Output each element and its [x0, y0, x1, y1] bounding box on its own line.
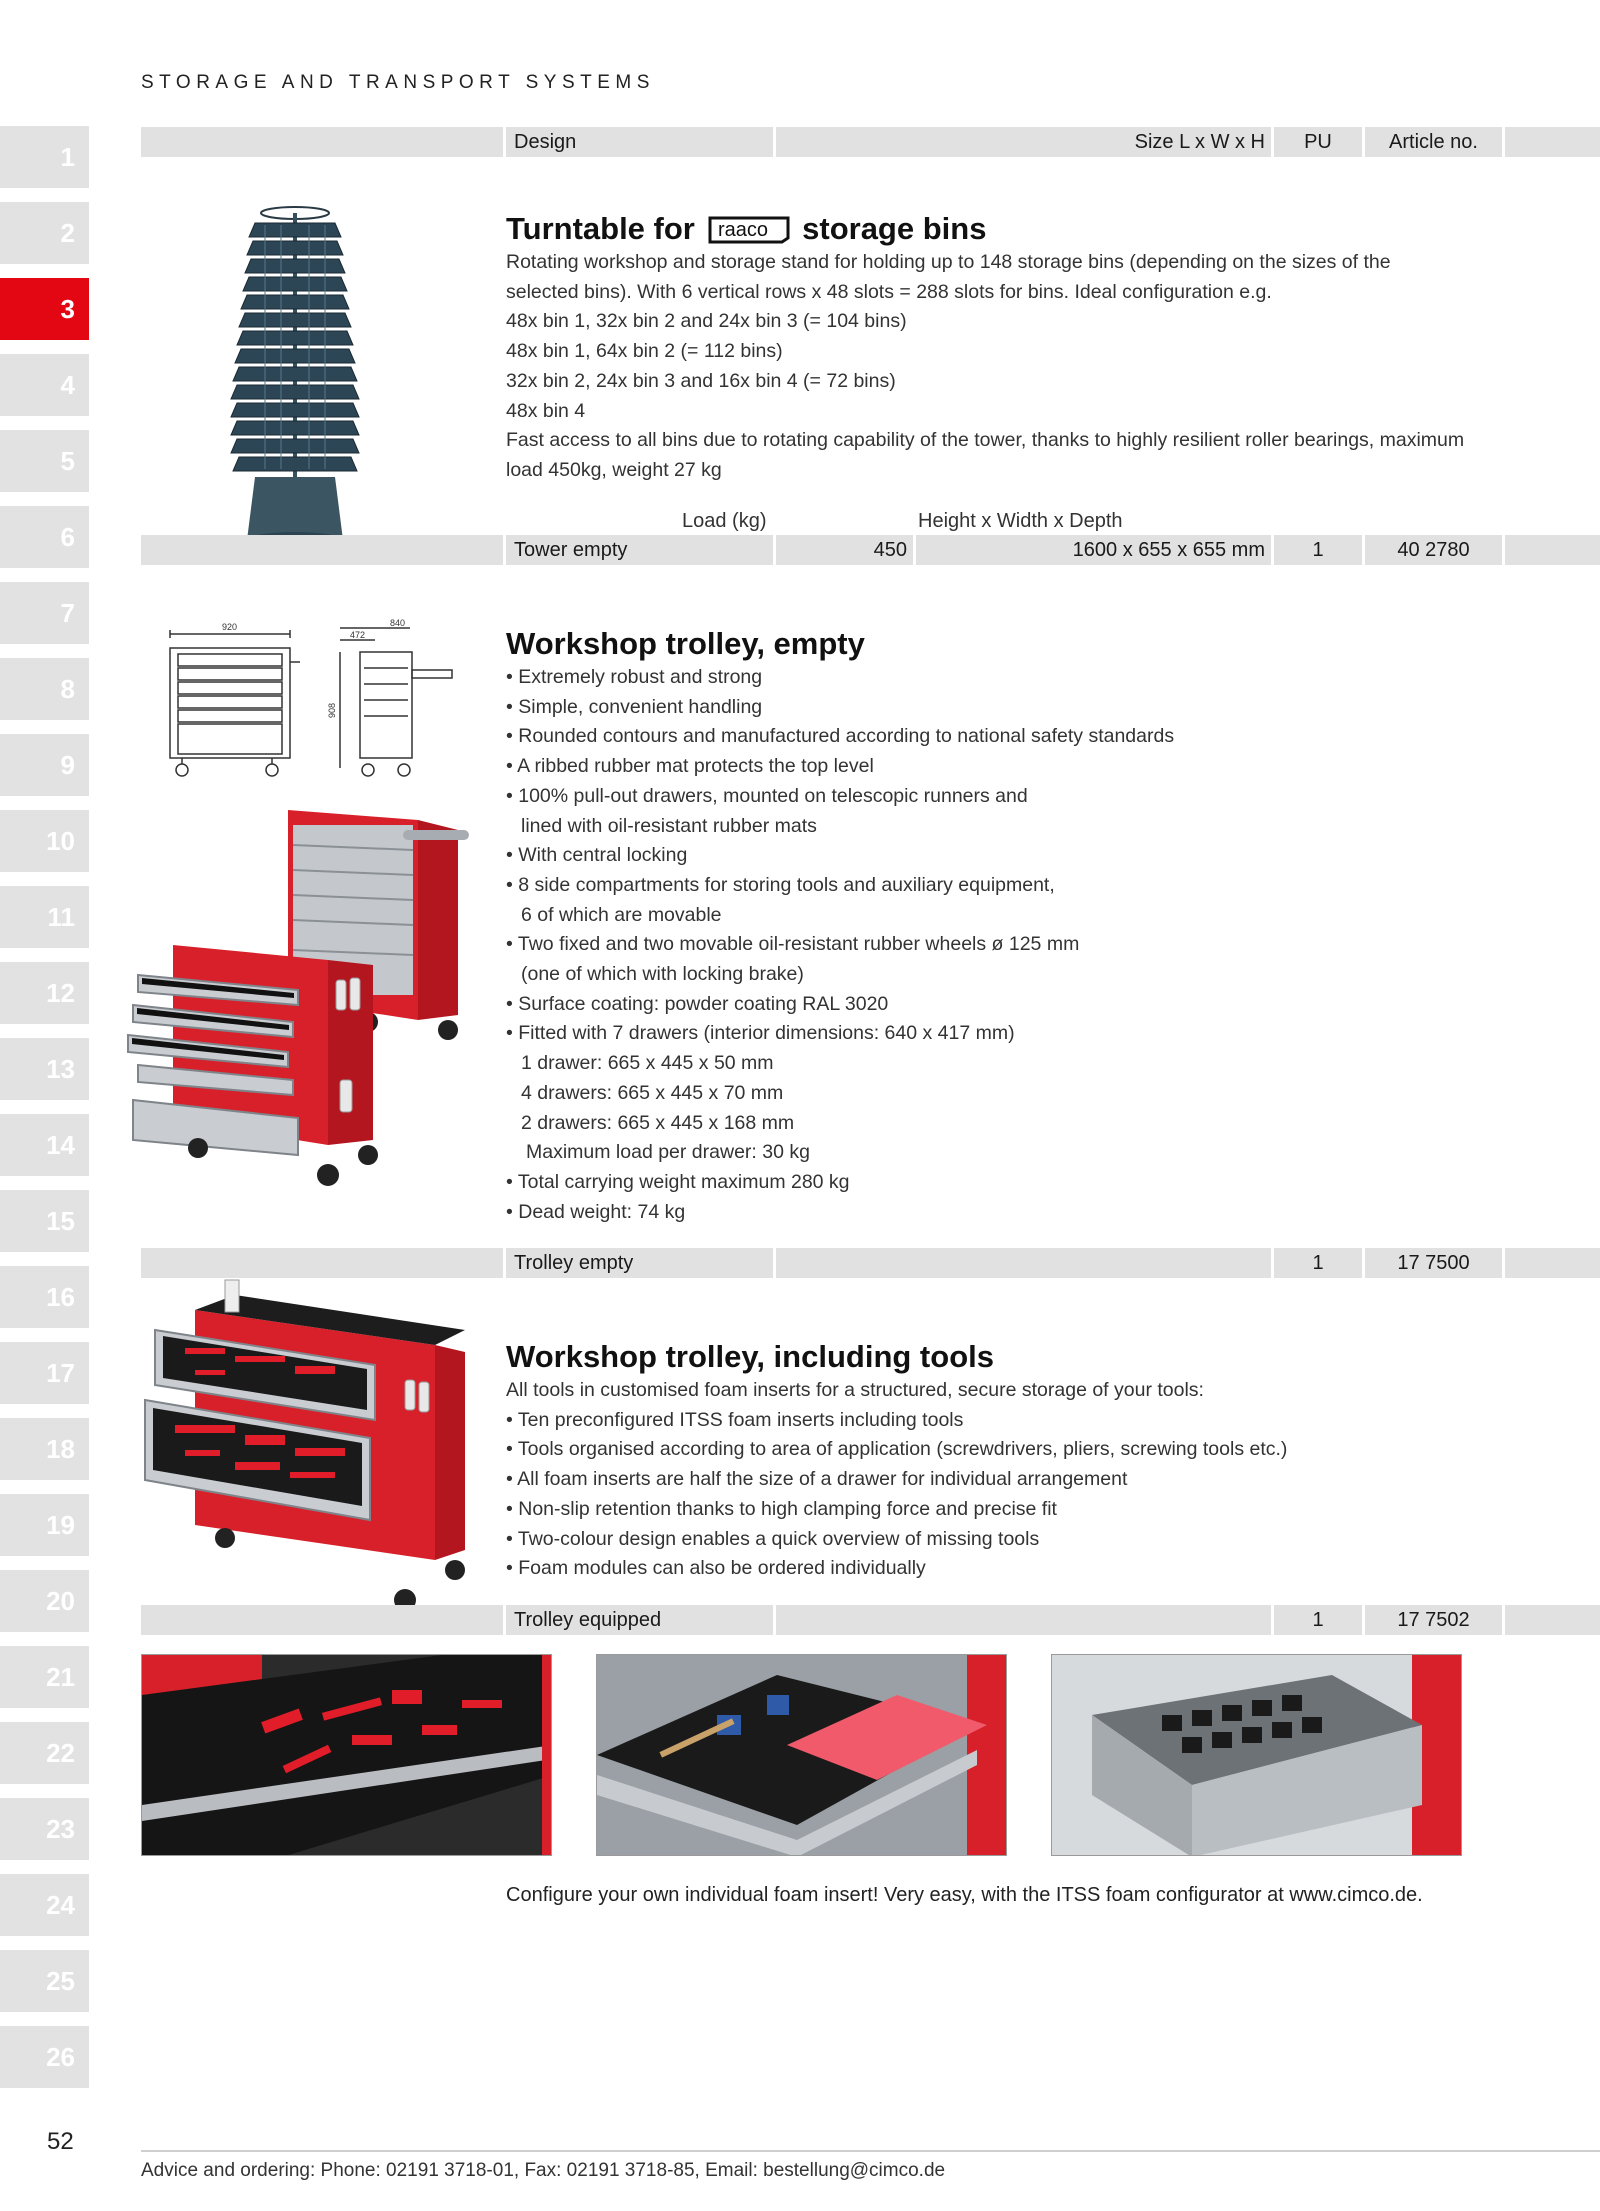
chapter-tab-10[interactable]: 10	[0, 810, 89, 872]
feature-line: 6 of which are movable	[521, 903, 722, 926]
chapter-tab-14[interactable]: 14	[0, 1114, 89, 1176]
section-title: STORAGE AND TRANSPORT SYSTEMS	[141, 72, 655, 93]
feature-line: • Tools organised according to area of application (screwdrivers, pliers, screwing tools etc.)	[506, 1438, 1288, 1461]
chapter-tab-1[interactable]: 1	[0, 126, 89, 188]
row-cell-end	[1505, 1605, 1600, 1635]
chapter-tab-21[interactable]: 21	[0, 1646, 89, 1708]
raaco-logo	[706, 214, 792, 244]
trolley-equipped-article[interactable]: 17 7502	[1365, 1605, 1502, 1635]
trolley-equipped-title: Workshop trolley, including tools	[506, 1339, 994, 1374]
drawer-photo-tools-art	[142, 1655, 552, 1856]
header-design: Design	[506, 127, 773, 157]
turntable-line: 48x bin 1, 64x bin 2 (= 112 bins)	[506, 340, 783, 363]
trolley-equipped-features	[506, 1376, 1456, 1584]
drawer-photo-bins-art	[1052, 1655, 1462, 1856]
chapter-tab-22[interactable]: 22	[0, 1722, 89, 1784]
feature-line: • A ribbed rubber mat protects the top level	[506, 755, 874, 778]
turntable-line: Rotating workshop and storage stand for holding up to 148 storage bins (depending on the sizes of the	[506, 251, 1391, 273]
trolley-equipped-order-row	[141, 1605, 1470, 1635]
feature-line: • Non-slip retention thanks to high clamping force and precise fit	[506, 1497, 1057, 1520]
feature-line: • Surface coating: powder coating RAL 3020	[506, 992, 889, 1015]
feature-line: • Simple, convenient handling	[506, 695, 763, 718]
feature-line: Maximum load per drawer: 30 kg	[526, 1141, 810, 1164]
drawing-width-label: 920	[222, 622, 238, 632]
drawer-photo-foam-art	[597, 1655, 1007, 1856]
turntable-line: Fast access to all bins due to rotating capability of the tower, thanks to highly resilient roller bearings, maximum	[506, 429, 1465, 452]
drawer-photo-bins	[1051, 1654, 1462, 1856]
row-cell-blank	[141, 1605, 503, 1635]
trolley-equipped-size	[776, 1605, 1271, 1635]
feature-line: • 8 side compartments for storing tools and auxiliary equipment,	[506, 873, 1055, 896]
trolley-technical-drawing	[160, 618, 490, 783]
drawer-photo-foam	[596, 1654, 1007, 1856]
feature-line: • Dead weight: 74 kg	[506, 1200, 686, 1223]
chapter-tab-5[interactable]: 5	[0, 430, 89, 492]
feature-line: 1 drawer: 665 x 445 x 50 mm	[521, 1052, 774, 1075]
chapter-tab-23[interactable]: 23	[0, 1798, 89, 1860]
chapter-tab-8[interactable]: 8	[0, 658, 89, 720]
chapter-tab-26[interactable]: 26	[0, 2026, 89, 2088]
turntable-line: 48x bin 4	[506, 399, 586, 422]
drawing-height-label: 908	[327, 702, 337, 718]
trolley-equipped-image	[135, 1270, 480, 1620]
chapter-tab-24[interactable]: 24	[0, 1874, 89, 1936]
trolley-empty-image	[118, 800, 488, 1200]
trolley-empty-pu: 1	[1274, 1248, 1362, 1278]
turntable-description	[506, 248, 1465, 486]
chapter-tab-13[interactable]: 13	[0, 1038, 89, 1100]
turntable-order-row	[141, 535, 1470, 565]
header-pu: PU	[1274, 127, 1362, 157]
turntable-line: 32x bin 2, 24x bin 3 and 16x bin 4 (= 72 bins)	[506, 369, 896, 392]
feature-line: • All foam inserts are half the size of a drawer for individual arrangement	[506, 1468, 1128, 1491]
footer-contact: Advice and ordering: Phone: 02191 3718-01, Fax: 02191 3718-85, Email: bestellung@cimco.de	[141, 2160, 946, 2181]
feature-line: • Two fixed and two movable oil-resistant rubber wheels ø 125 mm	[506, 933, 1080, 956]
header-cell-end	[1505, 127, 1600, 157]
feature-line: • Rounded contours and manufactured according to national safety standards	[506, 725, 1175, 748]
chapter-tab-2[interactable]: 2	[0, 202, 89, 264]
drawer-photo-tools	[141, 1654, 552, 1856]
chapter-tab-18[interactable]: 18	[0, 1418, 89, 1480]
turntable-size: 1600 x 655 x 655 mm	[916, 535, 1271, 565]
turntable-load-heading: Load (kg)	[682, 510, 767, 532]
chapter-tab-25[interactable]: 25	[0, 1950, 89, 2012]
feature-line: • Two-colour design enables a quick overview of missing tools	[506, 1527, 1040, 1550]
feature-line: lined with oil-resistant rubber mats	[521, 814, 817, 837]
chapter-tab-19[interactable]: 19	[0, 1494, 89, 1556]
trolley-equipped-pu: 1	[1274, 1605, 1362, 1635]
turntable-line: load 450kg, weight 27 kg	[506, 458, 722, 481]
chapter-tab-7[interactable]: 7	[0, 582, 89, 644]
trolley-empty-design: Trolley empty	[506, 1248, 773, 1278]
turntable-title-before: Turntable for	[506, 211, 695, 246]
turntable-line: 48x bin 1, 32x bin 2 and 24x bin 3 (= 104 bins)	[506, 310, 907, 333]
feature-line: • Total carrying weight maximum 280 kg	[506, 1170, 850, 1193]
drawing-depth-label: 840	[390, 618, 406, 628]
feature-line: 2 drawers: 665 x 445 x 168 mm	[521, 1111, 795, 1134]
turntable-design: Tower empty	[506, 535, 773, 565]
turntable-title	[506, 211, 986, 248]
chapter-tab-20[interactable]: 20	[0, 1570, 89, 1632]
header-cell-blank	[141, 127, 503, 157]
feature-line: All tools in customised foam inserts for a structured, secure storage of your tools:	[506, 1379, 1204, 1401]
chapter-tab-16[interactable]: 16	[0, 1266, 89, 1328]
row-cell-end	[1505, 535, 1600, 565]
feature-line: • Fitted with 7 drawers (interior dimensions: 640 x 417 mm)	[506, 1022, 1015, 1045]
feature-line: (one of which with locking brake)	[521, 963, 804, 986]
chapter-tab-6[interactable]: 6	[0, 506, 89, 568]
feature-line: • Foam modules can also be ordered individually	[506, 1557, 926, 1580]
chapter-tab-11[interactable]: 11	[0, 886, 89, 948]
foam-configurator-note: Configure your own individual foam insert! Very easy, with the ITSS foam configurator at www.cimco.de.	[506, 1884, 1423, 1906]
trolley-empty-title: Workshop trolley, empty	[506, 626, 865, 661]
chapter-tab-12[interactable]: 12	[0, 962, 89, 1024]
feature-line: • 100% pull-out drawers, mounted on telescopic runners and	[506, 784, 1028, 807]
footer-divider	[141, 2150, 1600, 2152]
page-number: 52	[47, 2128, 74, 2155]
chapter-tab-3[interactable]: 3	[0, 278, 89, 340]
row-cell-blank	[141, 535, 503, 565]
turntable-pu: 1	[1274, 535, 1362, 565]
table-header	[141, 127, 1478, 157]
trolley-empty-size	[776, 1248, 1271, 1278]
chapter-tab-15[interactable]: 15	[0, 1190, 89, 1252]
row-cell-end	[1505, 1248, 1600, 1278]
turntable-article[interactable]: 40 2780	[1365, 535, 1502, 565]
turntable-line: selected bins). With 6 vertical rows x 48 slots = 288 slots for bins. Ideal configuration e.g.	[506, 280, 1272, 303]
header-size: Size L x W x H	[776, 127, 1271, 157]
drawing-inner-label: 472	[350, 630, 366, 640]
trolley-equipped-design: Trolley equipped	[506, 1605, 773, 1635]
feature-line: • With central locking	[506, 844, 688, 867]
turntable-tower-image	[225, 205, 365, 555]
trolley-empty-article[interactable]: 17 7500	[1365, 1248, 1502, 1278]
feature-line: • Ten preconfigured ITSS foam inserts including tools	[506, 1408, 964, 1431]
trolley-empty-features	[506, 663, 1456, 1227]
chapter-tab-9[interactable]: 9	[0, 734, 89, 796]
chapter-tab-17[interactable]: 17	[0, 1342, 89, 1404]
feature-line: • Extremely robust and strong	[506, 666, 763, 688]
chapter-tab-4[interactable]: 4	[0, 354, 89, 416]
turntable-dims-heading: Height x Width x Depth	[918, 510, 1123, 532]
turntable-title-after: storage bins	[802, 211, 987, 246]
turntable-load: 450	[776, 535, 913, 565]
header-article: Article no.	[1365, 127, 1502, 157]
feature-line: 4 drawers: 665 x 445 x 70 mm	[521, 1081, 784, 1104]
raaco-logo-text: raaco	[717, 218, 768, 241]
